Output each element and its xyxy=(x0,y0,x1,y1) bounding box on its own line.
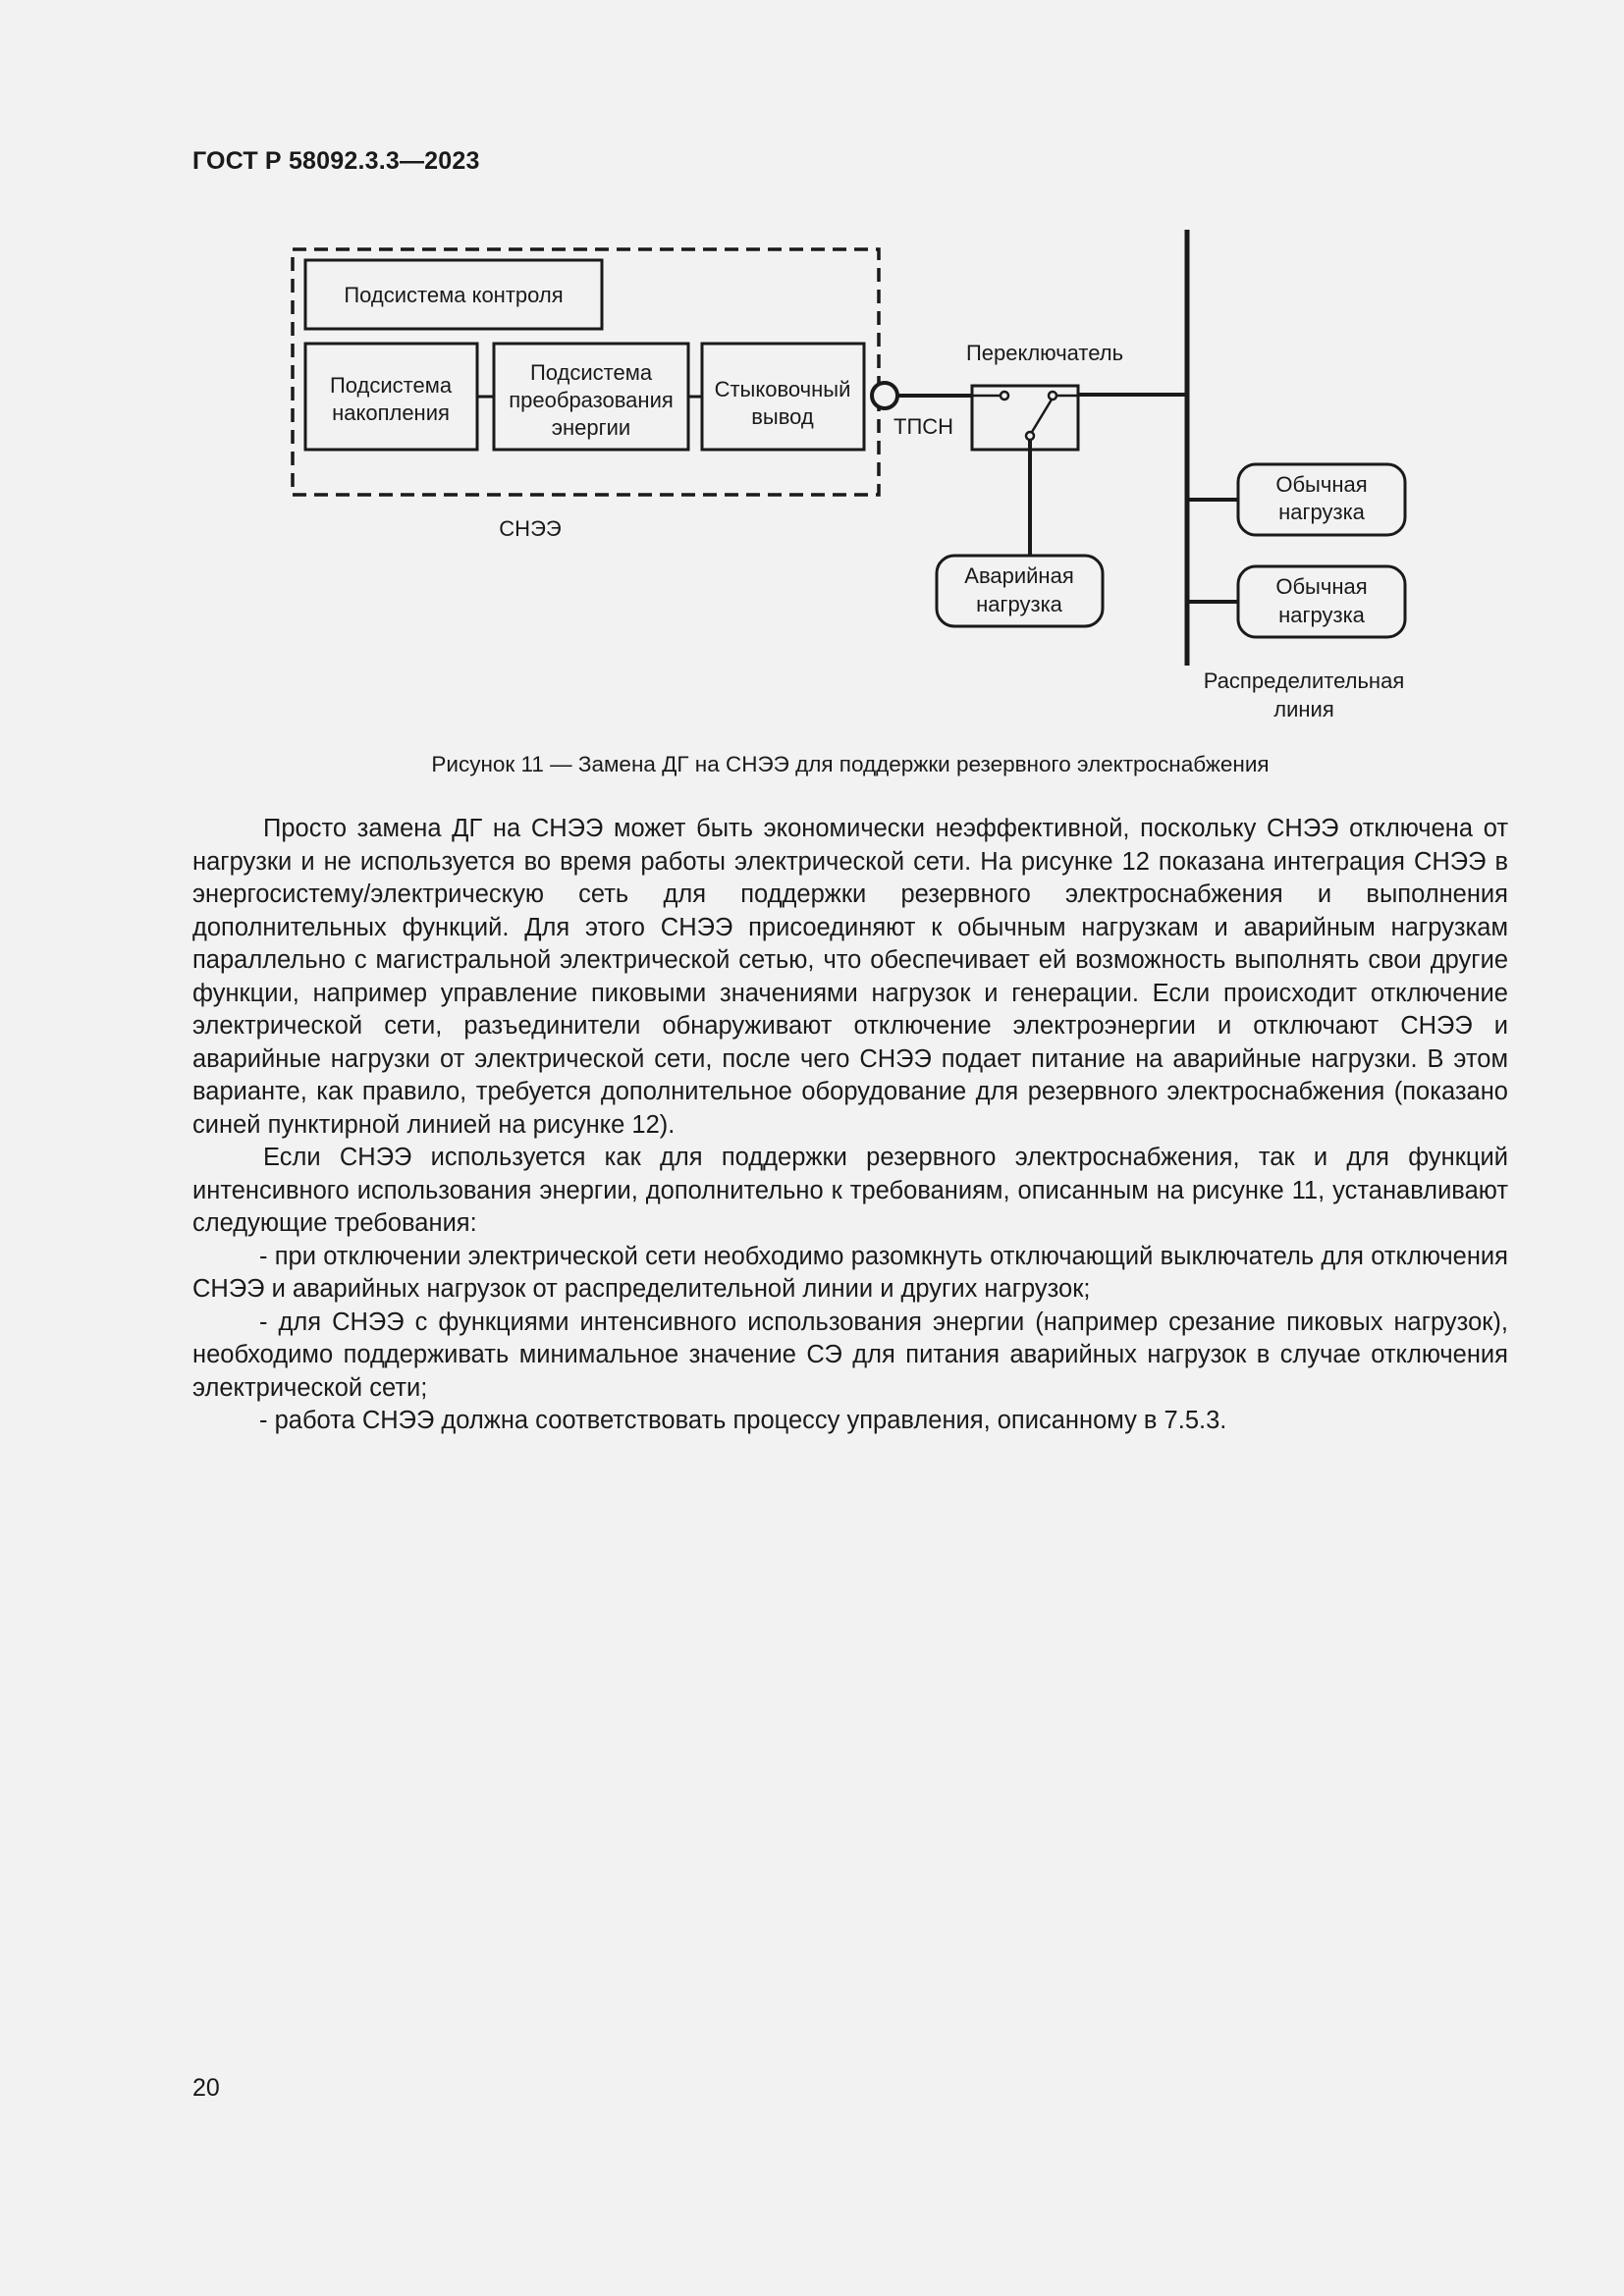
connection-point-circle xyxy=(872,383,897,408)
system-name-label: СНЭЭ xyxy=(499,516,562,541)
normal-load-1-label-2: нагрузка xyxy=(1278,500,1365,524)
list-item: - для СНЭЭ с функциями интенсивного использования энергии (например срезание пиковых нагрузок), необходимо поддерживать минимальное значение СЭ для питания аварийных нагрузок в случае отключения электрической сети; xyxy=(192,1308,1508,1402)
emergency-load-label-1: Аварийная xyxy=(964,563,1074,588)
docking-terminal-label-1: Стыковочный xyxy=(714,377,851,401)
list-item: - при отключении электрической сети необходимо разомкнуть отключающий выключатель для отключения СНЭЭ и аварийных нагрузок от распределительной линии и других нагрузок; xyxy=(192,1242,1508,1303)
conversion-subsystem-label-1: Подсистема xyxy=(529,360,653,385)
list-item: - работа СНЭЭ должна соответствовать процессу управления, описанному в 7.5.3. xyxy=(259,1407,1227,1434)
normal-load-1-label-1: Обычная xyxy=(1275,472,1368,497)
figure-11-diagram xyxy=(0,0,1624,746)
distribution-line-label-2: линия xyxy=(1273,697,1334,721)
paragraph: Просто замена ДГ на СНЭЭ может быть экономически неэффективной, поскольку СНЭЭ отключена от нагрузки и не используется во время работы электрической сети. На рисунке 12 показана интеграция СНЭЭ в энергосистему/электрическую сеть для поддержки резервного электроснабжения и выполнения дополнительных функций. Для этого СНЭЭ присоединяют к обычным нагрузкам и аварийным нагрузкам параллельно с магистральной электрической сетью, что обеспечивает ей возможность выполнять свои другие функции, например управление пиковыми значениями нагрузок и генерации. Если происходит отключение электрической сети, разъединители обнаруживают отключение электроэнергии и отключают СНЭЭ и аварийные нагрузки от электрической сети, после чего СНЭЭ подает питание на аварийные нагрузки. В этом варианте, как правило, требуется дополнительное оборудование для резервного электроснабжения (показано синей пунктирной линией на рисунке 12). xyxy=(192,815,1508,1139)
docking-terminal-label-2: вывод xyxy=(751,404,814,429)
control-subsystem-label: Подсистема контроля xyxy=(344,283,564,307)
connection-point-label: ТПСН xyxy=(893,414,954,439)
body-text xyxy=(192,813,1508,1438)
storage-subsystem-label-2: накопления xyxy=(332,400,450,425)
conversion-subsystem-label-2: преобразования xyxy=(509,388,674,412)
paragraph: Если СНЭЭ используется как для поддержки резервного электроснабжения, так и для функций интенсивного использования энергии, дополнительно к требованиям, описанным на рисунке 11, устанавливают следующие требования: xyxy=(192,1144,1508,1237)
figure-caption: Рисунок 11 — Замена ДГ на СНЭЭ для поддержки резервного электроснабжения xyxy=(431,752,1270,776)
distribution-line-label-1: Распределительная xyxy=(1203,668,1405,693)
normal-load-2-label-2: нагрузка xyxy=(1278,603,1365,627)
normal-load-2-label-1: Обычная xyxy=(1275,574,1368,599)
page-header: ГОСТ Р 58092.3.3—2023 xyxy=(192,147,480,175)
switch-label: Переключатель xyxy=(965,341,1124,365)
page-number: 20 xyxy=(192,2074,220,2102)
conversion-subsystem-label-3: энергии xyxy=(551,415,631,440)
emergency-load-label-2: нагрузка xyxy=(976,592,1062,616)
storage-subsystem-label-1: Подсистема xyxy=(329,373,453,398)
